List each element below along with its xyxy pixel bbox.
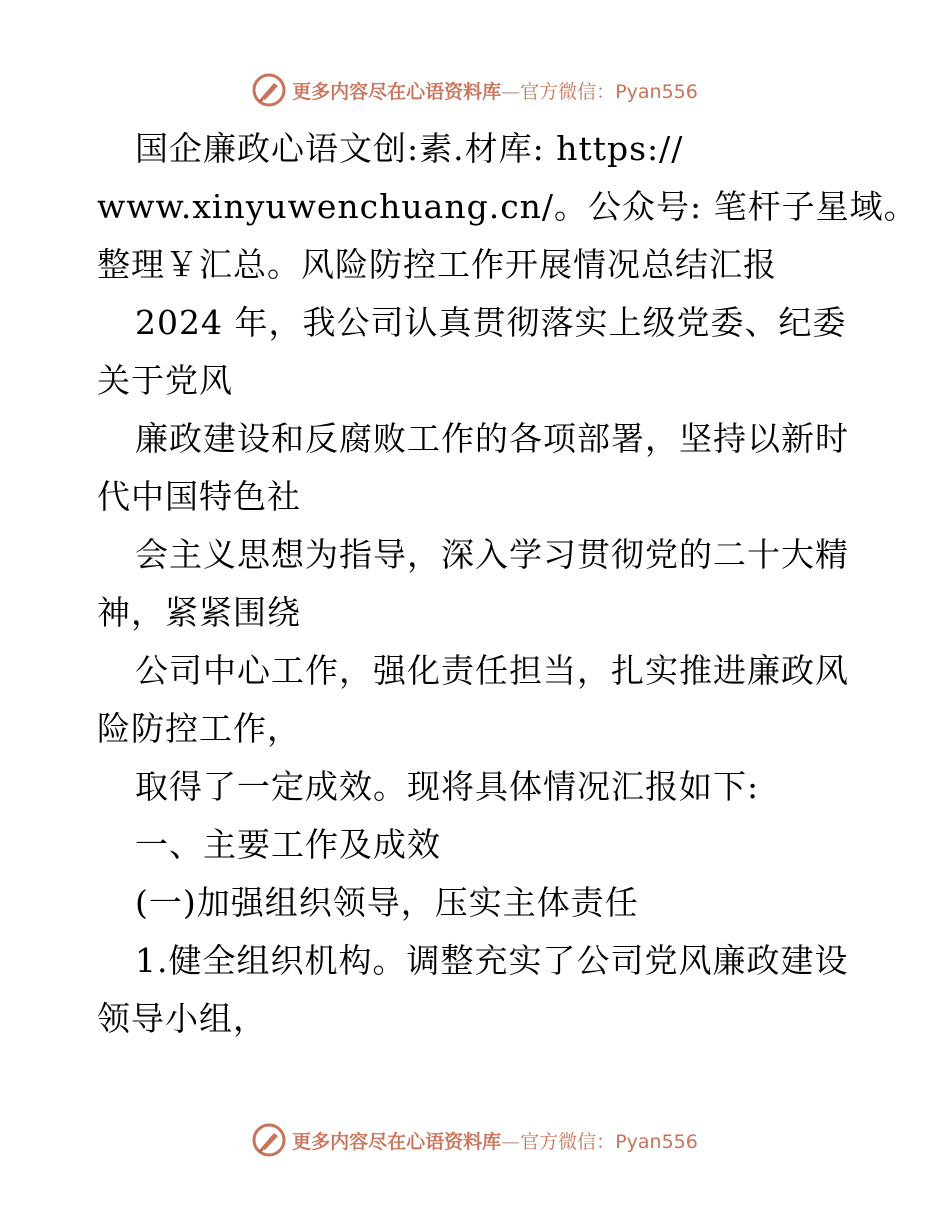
body-line-5: 关于党风: [97, 361, 233, 400]
body-line-4: 2024 年，我公司认真贯彻落实上级党委、纪委: [135, 303, 847, 342]
body-line-15: 1.健全组织机构。调整充实了公司党风廉政建设: [135, 941, 849, 980]
watermark-wechat-label: 官方微信：: [520, 1130, 616, 1153]
body-line-1: 国企廉政心语文创:素.材库: https://: [135, 129, 684, 168]
body-line-16: 领导小组，: [97, 999, 267, 1038]
watermark-wechat-id: Pyan556: [615, 1130, 698, 1153]
watermark-wechat-id: Pyan556: [615, 80, 698, 103]
body-line-8: 会主义思想为指导，深入学习贯彻党的二十大精: [135, 535, 849, 574]
body-line-10: 公司中心工作，强化责任担当，扎实推进廉政风: [135, 651, 849, 690]
watermark-dash: —: [501, 80, 521, 103]
header-watermark: [0, 70, 950, 110]
body-line-2: www.xinyuwenchuang.cn/。公众号: 笔杆子星域。: [97, 187, 918, 226]
subsection-heading: (一)加强组织领导，压实主体责任: [135, 883, 639, 922]
watermark-dash: —: [501, 1130, 521, 1153]
document-body: [97, 120, 918, 1048]
body-line-3: 整理￥汇总。风险防控工作开展情况总结汇报: [97, 245, 777, 284]
watermark-main-text: 更多内容尽在心语资料库: [292, 1130, 502, 1153]
body-line-7: 代中国特色社: [97, 477, 301, 516]
body-line-12: 取得了一定成效。现将具体情况汇报如下:: [135, 767, 760, 806]
pen-nib-logo-icon: [252, 73, 286, 107]
pen-nib-logo-icon: [252, 1123, 286, 1157]
body-line-9: 神，紧紧围绕: [97, 593, 301, 632]
body-line-6: 廉政建设和反腐败工作的各项部署，坚持以新时: [135, 419, 849, 458]
watermark-main-text: 更多内容尽在心语资料库: [292, 80, 502, 103]
watermark-wechat-label: 官方微信：: [520, 80, 616, 103]
body-line-11: 险防控工作，: [97, 709, 301, 748]
section-heading: 一、主要工作及成效: [135, 825, 441, 864]
footer-watermark: [0, 1120, 950, 1160]
